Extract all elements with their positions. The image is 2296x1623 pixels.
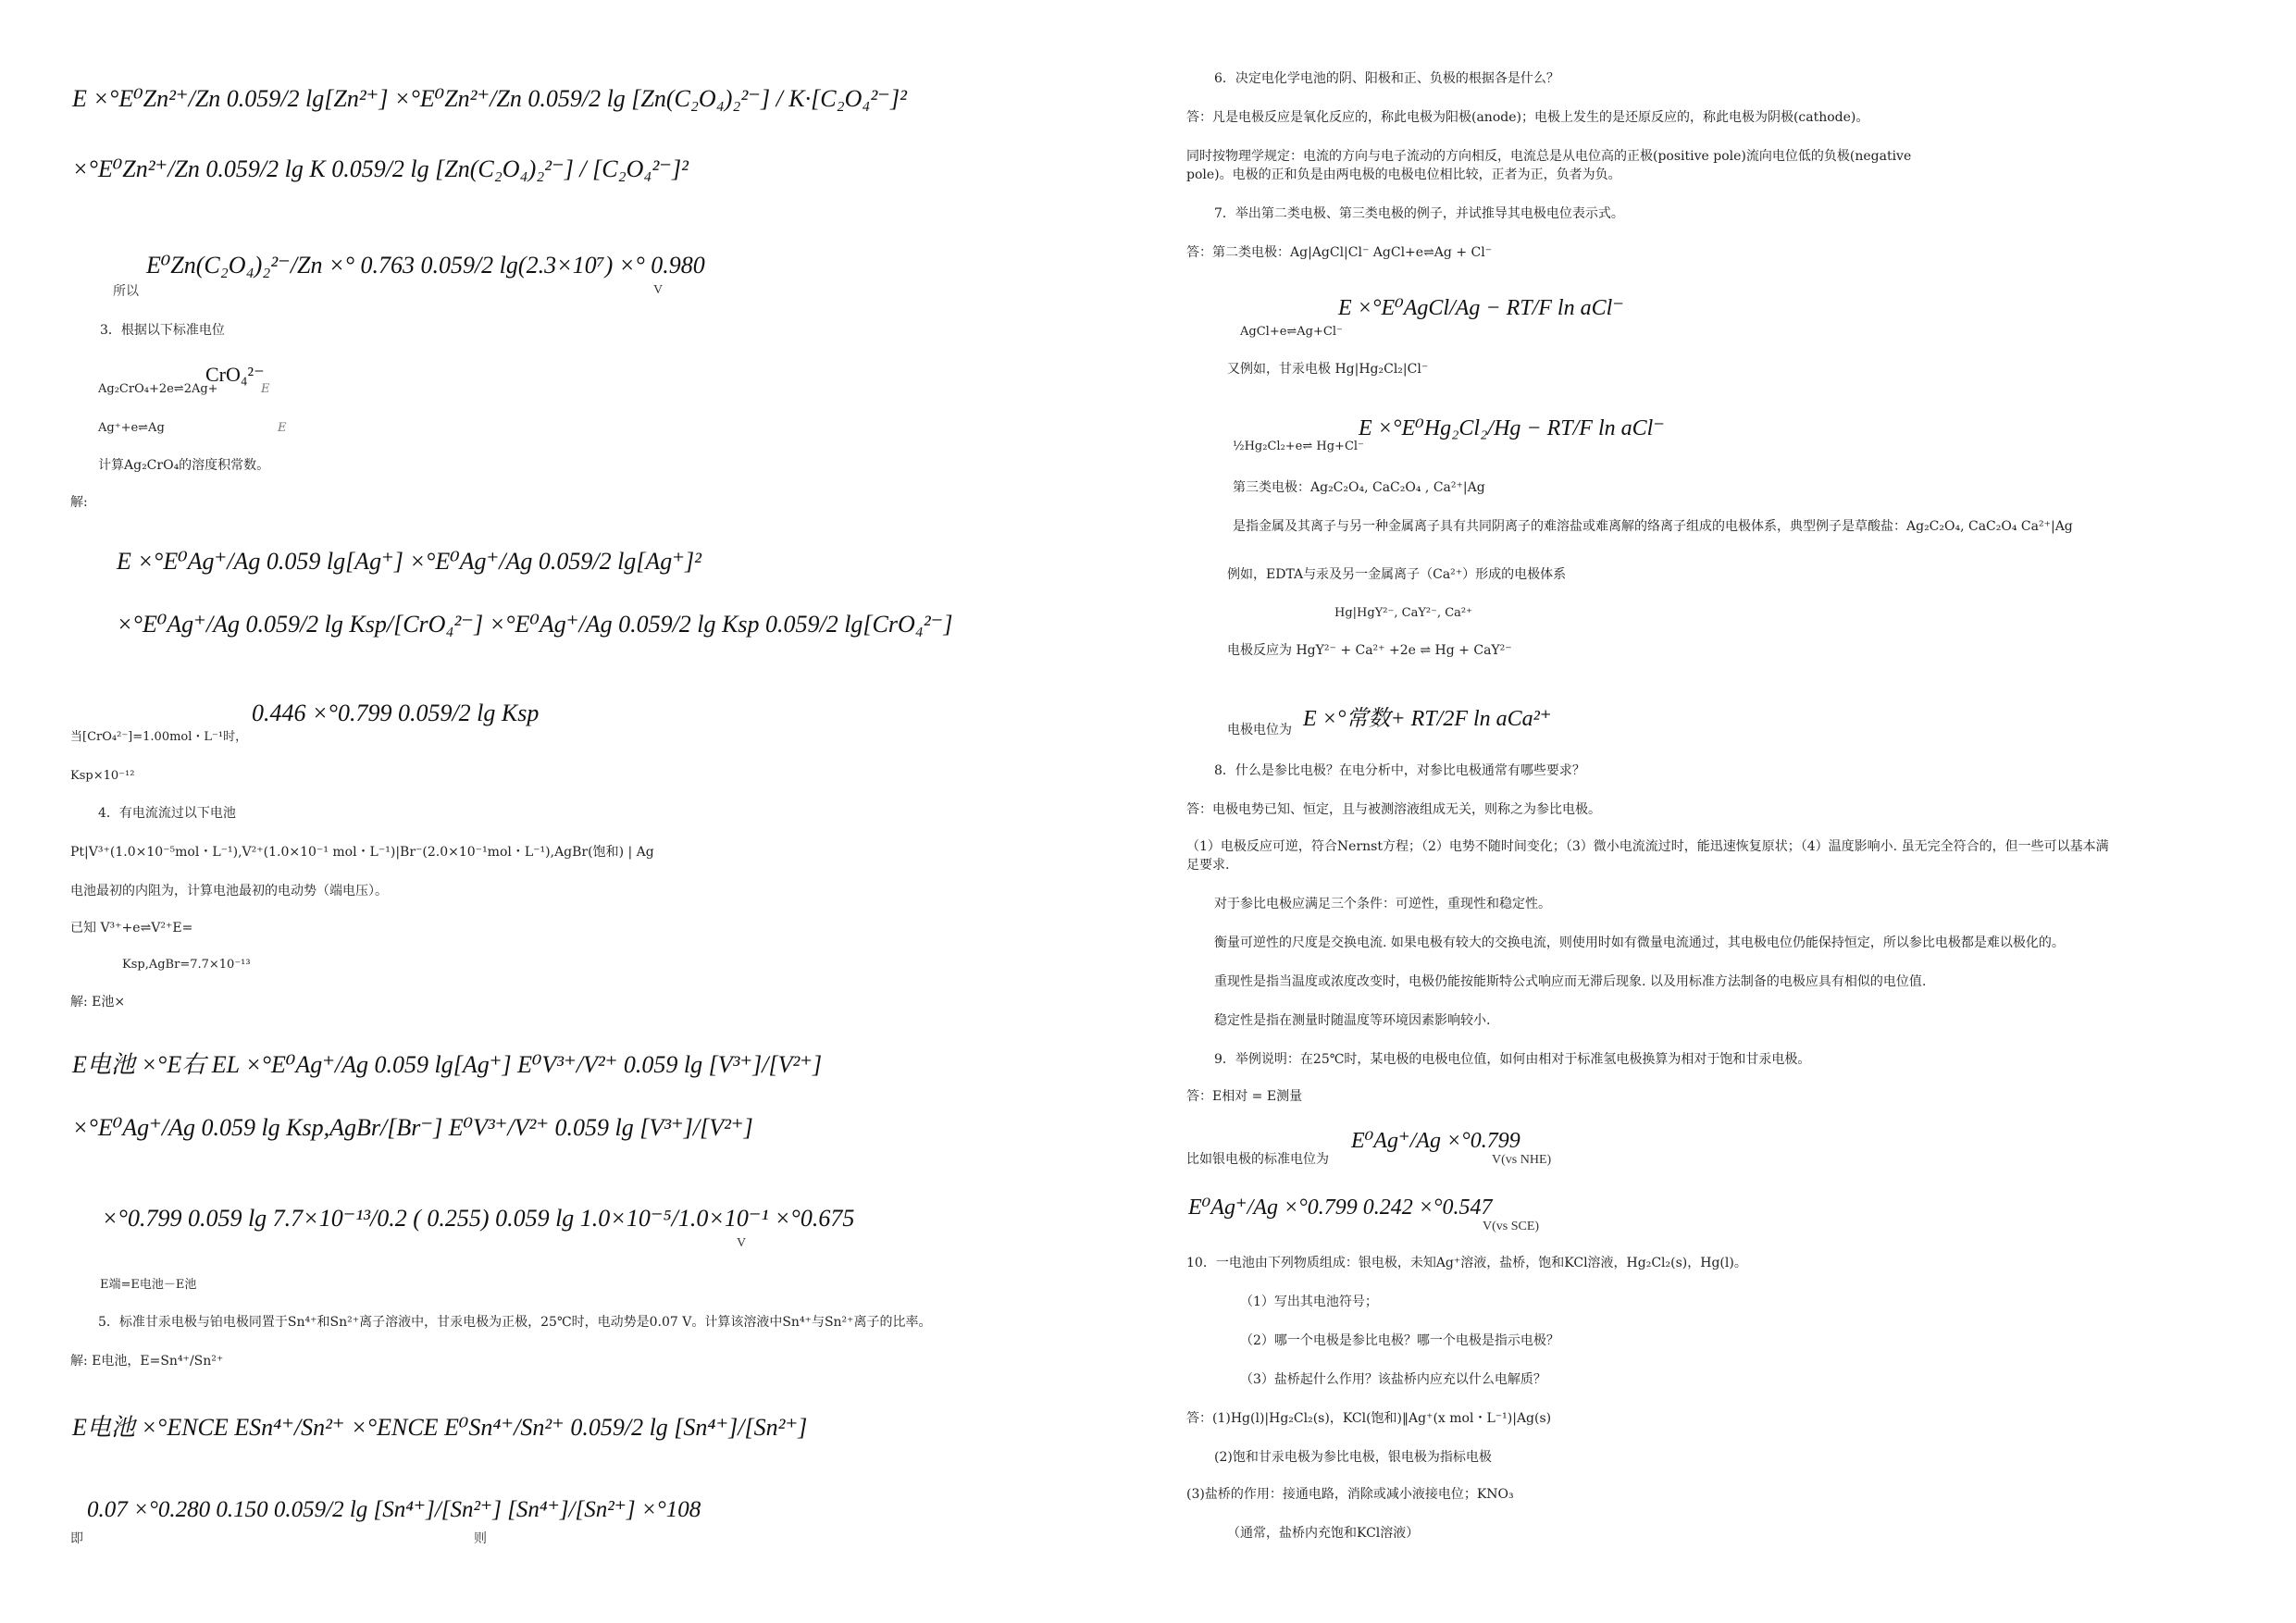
question-3-when: 当[CrO₄²⁻]=1.00mol・L⁻¹时， [70,730,248,744]
answer-8-line-5: 衡量可逆性的尺度是交换电流. 如果电极有较大的交换电流，则使用时如有微量电流通过，其电极电位仍能保持恒定，所以参比电极都是难以极化的。 [1214,935,2065,950]
answer-8-line-3: 足要求. [1186,858,1230,873]
question-3-reaction-2: Ag⁺+e⇌Ag [98,421,165,435]
equation-1: E ×°E⁰Zn²⁺/Zn 0.059/2 lg[Zn²⁺] ×°E⁰Zn²⁺/Zn 0.059/2 lg [Zn(C₂O₄)₂²⁻] / K·[C₂O₄²⁻]² [72,85,907,112]
question-3-ask: 计算Ag₂CrO₄的溶度积常数。 [98,458,270,473]
answer-6-line-1: 答：凡是电极反应是氧化反应的，称此电极为阳极(anode)；电极上发生的是还原反应的，称此电极为阴极(cathode)。 [1186,110,1869,125]
question-3-ksp: Ksp×10⁻¹² [70,769,135,783]
question-9: 9．举例说明：在25℃时，某电极的电极电位值，如何由相对于标准氢电极换算为相对于饱和甘汞电极。 [1214,1052,1811,1067]
answer-6-line-3: pole)。电极的正和负是由两电极的电极电位相比较，正者为正，负者为负。 [1186,167,1621,182]
answer-10-line-1: 答：(1)Hg(l)|Hg₂Cl₂(s)，KCl(饱和)‖Ag⁺(x mol・L⁻¹)|Ag(s) [1186,1411,1552,1426]
equation-3-prefix: 所以 [113,285,139,299]
equation-3: E⁰Zn(C₂O₄)₂²⁻/Zn ×° 0.763 0.059/2 lg(2.3×10⁷) ×° 0.980 [146,252,705,279]
answer-8-line-4: 对于参比电极应满足三个条件：可逆性，重现性和稳定性。 [1214,897,1551,911]
answer-9-eq1: E⁰Ag⁺/Ag ×°0.799 [1351,1129,1520,1153]
answer-7-line-1: 答：第二类电极：Ag|AgCl|Cl⁻ AgCl+e⇌Ag + Cl⁻ [1186,245,1493,260]
answer-6-line-2: 同时按物理学规定：电流的方向与电子流动的方向相反，电流总是从电位高的正极(positive pole)流向电位低的负极(negative [1186,149,1912,164]
question-4-end: E端=E电池－E池 [100,1278,197,1292]
answer-7-eq1-prefix: AgCl+e⇌Ag+Cl⁻ [1240,325,1343,339]
question-3-solution-label: 解: [70,495,88,510]
question-10-part-1: （1）写出其电池符号； [1240,1295,1378,1309]
answer-9-line-1: 答：E相对 = E测量 [1186,1089,1303,1104]
equation-2: ×°E⁰Zn²⁺/Zn 0.059/2 lg K 0.059/2 lg [Zn(C₂O₄)₂²⁻] / [C₂O₄²⁻]² [72,155,689,182]
answer-8-line-1: 答：电极电势已知、恒定，且与被测溶液组成无关，则称之为参比电极。 [1186,802,1601,817]
question-4-ask: 电池最初的内阻为，计算电池最初的电动势（端电压）。 [70,884,388,898]
equation-7: E电池 ×°E右 EL ×°E⁰Ag⁺/Ag 0.059 lg[Ag⁺] E⁰V³⁺/V²⁺ 0.059 lg [V³⁺]/[V²⁺] [72,1051,823,1078]
equation-8: ×°E⁰Ag⁺/Ag 0.059 lg Ksp,AgBr/[Br⁻] E⁰V³⁺/V²⁺ 0.059 lg [V³⁺]/[V²⁺] [72,1114,753,1141]
question-3-reaction-1-ion: CrO₄²⁻ [205,363,265,386]
question-3-reaction-1: Ag₂CrO₄+2e⇌2Ag+ [98,382,218,396]
question-4-known: 已知 V³⁺+e⇌V²⁺E= [70,921,193,935]
equation-4: E ×°E⁰Ag⁺/Ag 0.059 lg[Ag⁺] ×°E⁰Ag⁺/Ag 0.059/2 lg[Ag⁺]² [117,548,701,575]
answer-7-line-6: Hg|HgY²⁻, CaY²⁻, Ca²⁺ [1334,606,1473,620]
answer-7-line-7: 电极反应为 HgY²⁻ + Ca²⁺ +2e ⇌ Hg + CaY²⁻ [1227,643,1512,658]
answer-7-eq2-prefix: ½Hg₂Cl₂+e⇌ Hg+Cl⁻ [1233,440,1364,453]
question-4-cell: Pt|V³⁺(1.0×10⁻⁵mol・L⁻¹),V²⁺(1.0×10⁻¹ mol・L⁻¹)|Br⁻(2.0×10⁻¹mol・L⁻¹),AgBr(饱和) | Ag [70,845,654,860]
answer-10-line-3: (3)盐桥的作用：接通电路，消除或减小液接电位；KNO₃ [1186,1487,1514,1502]
question-4-solution-label: 解: E池× [70,995,126,1010]
question-5-title: 5．标准甘汞电极与铂电极同置于Sn⁴⁺和Sn²⁺离子溶液中，甘汞电极为正极，25℃时，电动势是0.07 V。计算该溶液中Sn⁴⁺与Sn²⁺离子的比率。 [98,1315,932,1330]
equation-11-prefix: 即 [70,1532,83,1546]
answer-7-line-5: 例如，EDTA与汞及另一金属离子（Ca²⁺）形成的电极体系 [1227,567,1567,582]
answer-7-eq2: E ×°E⁰Hg₂Cl₂/Hg − RT/F ln aCl⁻ [1359,416,1665,440]
question-3-reaction-1-e: E [261,382,270,396]
question-10-part-3: （3）盐桥起什么作用？该盐桥内应充以什么电解质？ [1240,1372,1546,1387]
answer-8-line-7: 稳定性是指在测量时随温度等环境因素影响较小. [1214,1013,1491,1028]
answer-9-eq1-unit: V(vs NHE) [1492,1153,1552,1167]
answer-7-line-2: 又例如，甘汞电极 Hg|Hg₂Cl₂|Cl⁻ [1227,362,1429,377]
question-4-ksp: Ksp,AgBr=7.7×10⁻¹³ [122,958,251,972]
answer-7-line-3: 第三类电极：Ag₂C₂O₄, CaC₂O₄ , Ca²⁺|Ag [1233,480,1485,495]
answer-7-eq3-prefix: 电极电位为 [1227,723,1292,737]
answer-9-eq2-unit: V(vs SCE) [1483,1220,1540,1233]
question-3-title: 3．根据以下标准电位 [100,323,225,338]
answer-7-line-4: 是指金属及其离子与另一种金属离子具有共同阴离子的难溶盐或难离解的络离子组成的电极体系，典型例子是草酸盐：Ag₂C₂O₄, CaC₂O₄ Ca²⁺|Ag [1233,519,2073,534]
answer-8-line-2: （1）电极反应可逆，符合Nernst方程；（2）电势不随时间变化；（3）微小电流流过时，能迅速恢复原状；（4）温度影响小. 虽无完全符合的，但一些可以基本满 [1186,839,2109,854]
question-5-solution-label: 解: E电池，E=Sn⁴⁺/Sn²⁺ [70,1354,224,1369]
question-10: 10．一电池由下列物质组成：银电极，未知Ag⁺溶液，盐桥，饱和KCl溶液，Hg₂Cl₂(s)，Hg(l)。 [1186,1256,1747,1270]
equation-9-unit: V [737,1236,747,1250]
equation-6: 0.446 ×°0.799 0.059/2 lg Ksp [252,700,540,726]
question-6: 6．决定电化学电池的阴、阳极和正、负极的根据各是什么？ [1214,71,1559,86]
equation-9: ×°0.799 0.059 lg 7.7×10⁻¹³/0.2 ( 0.255) 0.059 lg 1.0×10⁻⁵/1.0×10⁻¹ ×°0.675 [102,1205,855,1232]
question-4-title: 4．有电流流过以下电池 [98,806,236,821]
equation-10: E电池 ×°ENCE ESn⁴⁺/Sn²⁺ ×°ENCE E⁰Sn⁴⁺/Sn²⁺ 0.059/2 lg [Sn⁴⁺]/[Sn²⁺] [72,1414,808,1441]
question-3-reaction-2-e: E [278,421,287,435]
equation-5: ×°E⁰Ag⁺/Ag 0.059/2 lg Ksp/[CrO₄²⁻] ×°E⁰Ag⁺/Ag 0.059/2 lg Ksp 0.059/2 lg[CrO₄²⁻] [117,611,953,638]
answer-9-line-2: 比如银电极的标准电位为 [1186,1152,1329,1167]
question-7: 7．举出第二类电极、第三类电极的例子，并试推导其电极电位表示式。 [1214,206,1624,221]
answer-9-eq2: E⁰Ag⁺/Ag ×°0.799 0.242 ×°0.547 [1188,1196,1493,1220]
question-8: 8．什么是参比电极？在电分析中，对参比电极通常有哪些要求？ [1214,763,1585,778]
answer-8-line-6: 重现性是指当温度或浓度改变时，电极仍能按能斯特公式响应而无滞后现象. 以及用标准方法制备的电极应具有相似的电位值. [1214,974,1927,989]
answer-7-eq3: E ×°常数+ RT/2F ln aCa²⁺ [1303,707,1552,731]
equation-11-mid: 则 [474,1532,487,1546]
answer-10-line-4: （通常，盐桥内充饱和KCl溶液） [1227,1526,1420,1541]
question-10-part-2: （2）哪一个电极是参比电极？哪一个电极是指示电极？ [1240,1333,1559,1348]
equation-3-unit: V [653,283,664,297]
equation-11: 0.07 ×°0.280 0.150 0.059/2 lg [Sn⁴⁺]/[Sn²⁺] [Sn⁴⁺]/[Sn²⁺] ×°108 [87,1497,701,1522]
answer-7-eq1: E ×°E⁰AgCl/Ag − RT/F ln aCl⁻ [1338,296,1624,320]
answer-10-line-2: (2)饱和甘汞电极为参比电极，银电极为指标电极 [1214,1450,1492,1465]
